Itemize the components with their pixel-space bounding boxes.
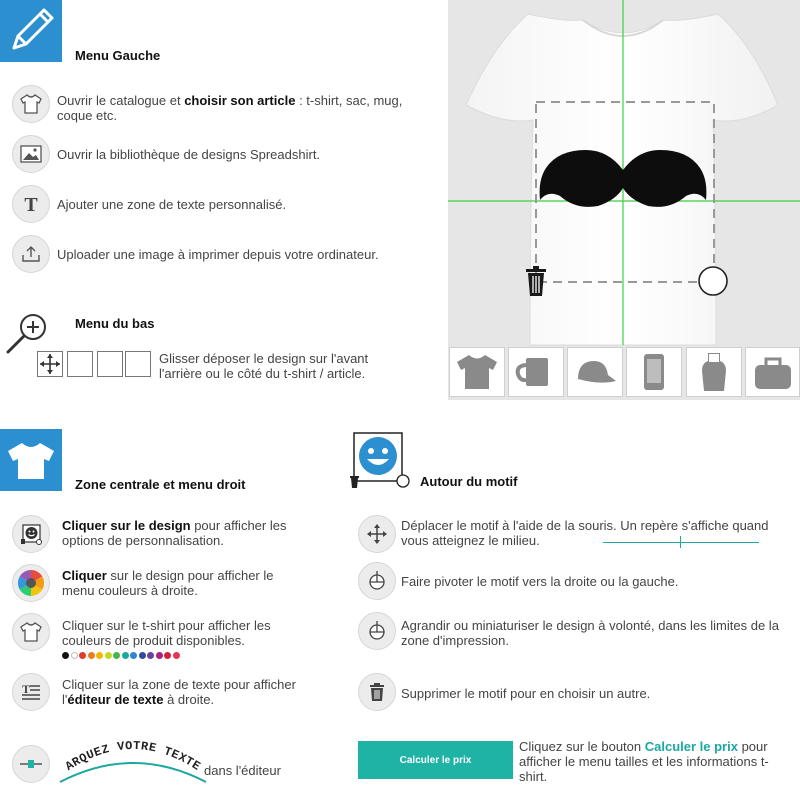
- rotate-design-button[interactable]: [358, 562, 396, 600]
- rotate-description: Faire pivoter le motif vers la droite ou la gauche.: [401, 574, 679, 589]
- color-swatch[interactable]: [122, 652, 129, 659]
- color-swatch[interactable]: [164, 652, 171, 659]
- color-swatch[interactable]: [156, 652, 163, 659]
- svg-text:T: T: [22, 682, 31, 696]
- view-side-thumb[interactable]: [125, 351, 151, 377]
- delete-description: Supprimer le motif pour en choisir un autre.: [401, 686, 651, 701]
- text-t-icon: [20, 193, 42, 215]
- calculer-prix-button[interactable]: Calculer le prix: [358, 741, 513, 779]
- color-swatches: [62, 652, 192, 661]
- delete-design-button[interactable]: [358, 673, 396, 711]
- cap-icon: [572, 353, 618, 391]
- menu-gauche-title: Menu Gauche: [75, 48, 161, 63]
- product-tab-apron[interactable]: [686, 347, 742, 397]
- svg-text:ARQUEZ VOTRE TEXTE: ARQUEZ VOTRE TEXTE: [62, 738, 204, 774]
- color-swatch[interactable]: [113, 652, 120, 659]
- mug-icon: [514, 353, 558, 391]
- color-swatch[interactable]: [105, 652, 112, 659]
- product-tab-cap[interactable]: [567, 347, 623, 397]
- color-swatch[interactable]: [96, 652, 103, 659]
- color-swatch[interactable]: [147, 652, 154, 659]
- catalog-description: Ouvrir le catalogue et choisir son article : t-shirt, sac, mug, coque etc.: [57, 93, 403, 123]
- add-text-description: Ajouter une zone de texte personnalisé.: [57, 197, 287, 212]
- design-options-icon: [20, 523, 42, 545]
- product-tab-mug[interactable]: [508, 347, 564, 397]
- tshirt-icon: [20, 94, 42, 114]
- tshirt-preview-area[interactable]: [448, 0, 800, 400]
- design-library-button[interactable]: [12, 135, 50, 173]
- menu-bas-description: Glisser déposer le design sur l'avant l'arrière ou le côté du t-shirt / article.: [159, 351, 369, 381]
- resize-description: Agrandir ou miniaturiser le design à volonté, dans les limites de la zone d'impression.: [401, 618, 779, 648]
- svg-text:T: T: [24, 194, 38, 215]
- apron-icon: [692, 351, 736, 393]
- color-swatch[interactable]: [88, 652, 95, 659]
- add-text-button[interactable]: [12, 185, 50, 223]
- color-swatch[interactable]: [79, 652, 86, 659]
- color-swatch[interactable]: [139, 652, 146, 659]
- tshirt-icon: [455, 353, 499, 391]
- design-bounding-icon: [348, 431, 412, 491]
- text-editor-description: Cliquer sur la zone de texte pour afficher l'éditeur de texte à droite.: [62, 677, 296, 707]
- tshirt-preview-svg: [448, 0, 800, 400]
- text-editor-icon: [20, 682, 42, 702]
- product-tab-tshirt[interactable]: [449, 347, 505, 397]
- autour-title: Autour du motif: [420, 474, 518, 489]
- center-guide-tick: [680, 536, 681, 548]
- catalog-button[interactable]: [12, 85, 50, 123]
- tshirt-icon: [20, 622, 42, 642]
- upload-icon: [21, 245, 41, 263]
- design-resize-handle: [699, 267, 727, 295]
- color-wheel-icon: [17, 569, 45, 597]
- upload-button[interactable]: [12, 235, 50, 273]
- resize-icon: [366, 620, 388, 642]
- tshirt-icon-box: [0, 429, 62, 491]
- product-colors-button[interactable]: [12, 613, 50, 651]
- drag-handle-move[interactable]: [37, 351, 63, 377]
- pencil-icon-box: [0, 0, 62, 62]
- rotate-icon: [366, 570, 388, 592]
- bag-icon: [751, 353, 795, 391]
- center-guide-line: [603, 542, 759, 543]
- menu-bas-title: Menu du bas: [75, 316, 155, 331]
- resize-design-button[interactable]: [358, 612, 396, 650]
- color-swatch[interactable]: [62, 652, 69, 659]
- color-menu-description: Cliquer sur le design pour afficher le menu couleurs à droite.: [62, 568, 274, 598]
- image-icon: [20, 145, 42, 163]
- view-back-thumb[interactable]: [97, 351, 123, 377]
- color-swatch[interactable]: [130, 652, 137, 659]
- product-colors-description: Cliquer sur le t-shirt pour afficher les couleurs de produit disponibles.: [62, 618, 271, 648]
- calculer-description: Cliquez sur le bouton Calculer le prix pour afficher le menu tailles et les informations t-shirt.: [519, 739, 769, 784]
- zone-centrale-title: Zone centrale et menu droit: [75, 477, 246, 492]
- trash-icon: [368, 682, 386, 702]
- product-tab-phone-case[interactable]: [626, 347, 682, 397]
- phone-icon: [632, 352, 676, 392]
- slider-icon: [19, 759, 43, 769]
- move-description: Déplacer le motif à l'aide de la souris. Un repère s'affiche quand vous atteignez le milieu.: [401, 518, 769, 548]
- color-swatch[interactable]: [71, 652, 78, 659]
- color-menu-button[interactable]: [12, 564, 50, 602]
- design-options-description: Cliquer sur le design pour afficher les options de personnalisation.: [62, 518, 287, 548]
- tshirt-icon: [0, 429, 62, 491]
- arc-text-suffix: dans l'éditeur: [204, 763, 281, 778]
- library-description: Ouvrir la bibliothèque de designs Spreadshirt.: [57, 147, 321, 162]
- upload-description: Uploader une image à imprimer depuis votre ordinateur.: [57, 247, 379, 262]
- design-options-button[interactable]: [12, 515, 50, 553]
- product-tab-bag[interactable]: [745, 347, 800, 397]
- move-arrows-icon: [39, 353, 61, 375]
- view-front-thumb[interactable]: [67, 351, 93, 377]
- color-swatch[interactable]: [173, 652, 180, 659]
- move-design-button[interactable]: [358, 515, 396, 553]
- pencil-icon: [0, 0, 62, 62]
- zoom-magnifier-icon: [4, 310, 50, 356]
- move-icon: [366, 523, 388, 545]
- arc-text-preview: [58, 726, 208, 786]
- arc-slider-button[interactable]: [12, 745, 50, 783]
- text-editor-button[interactable]: [12, 673, 50, 711]
